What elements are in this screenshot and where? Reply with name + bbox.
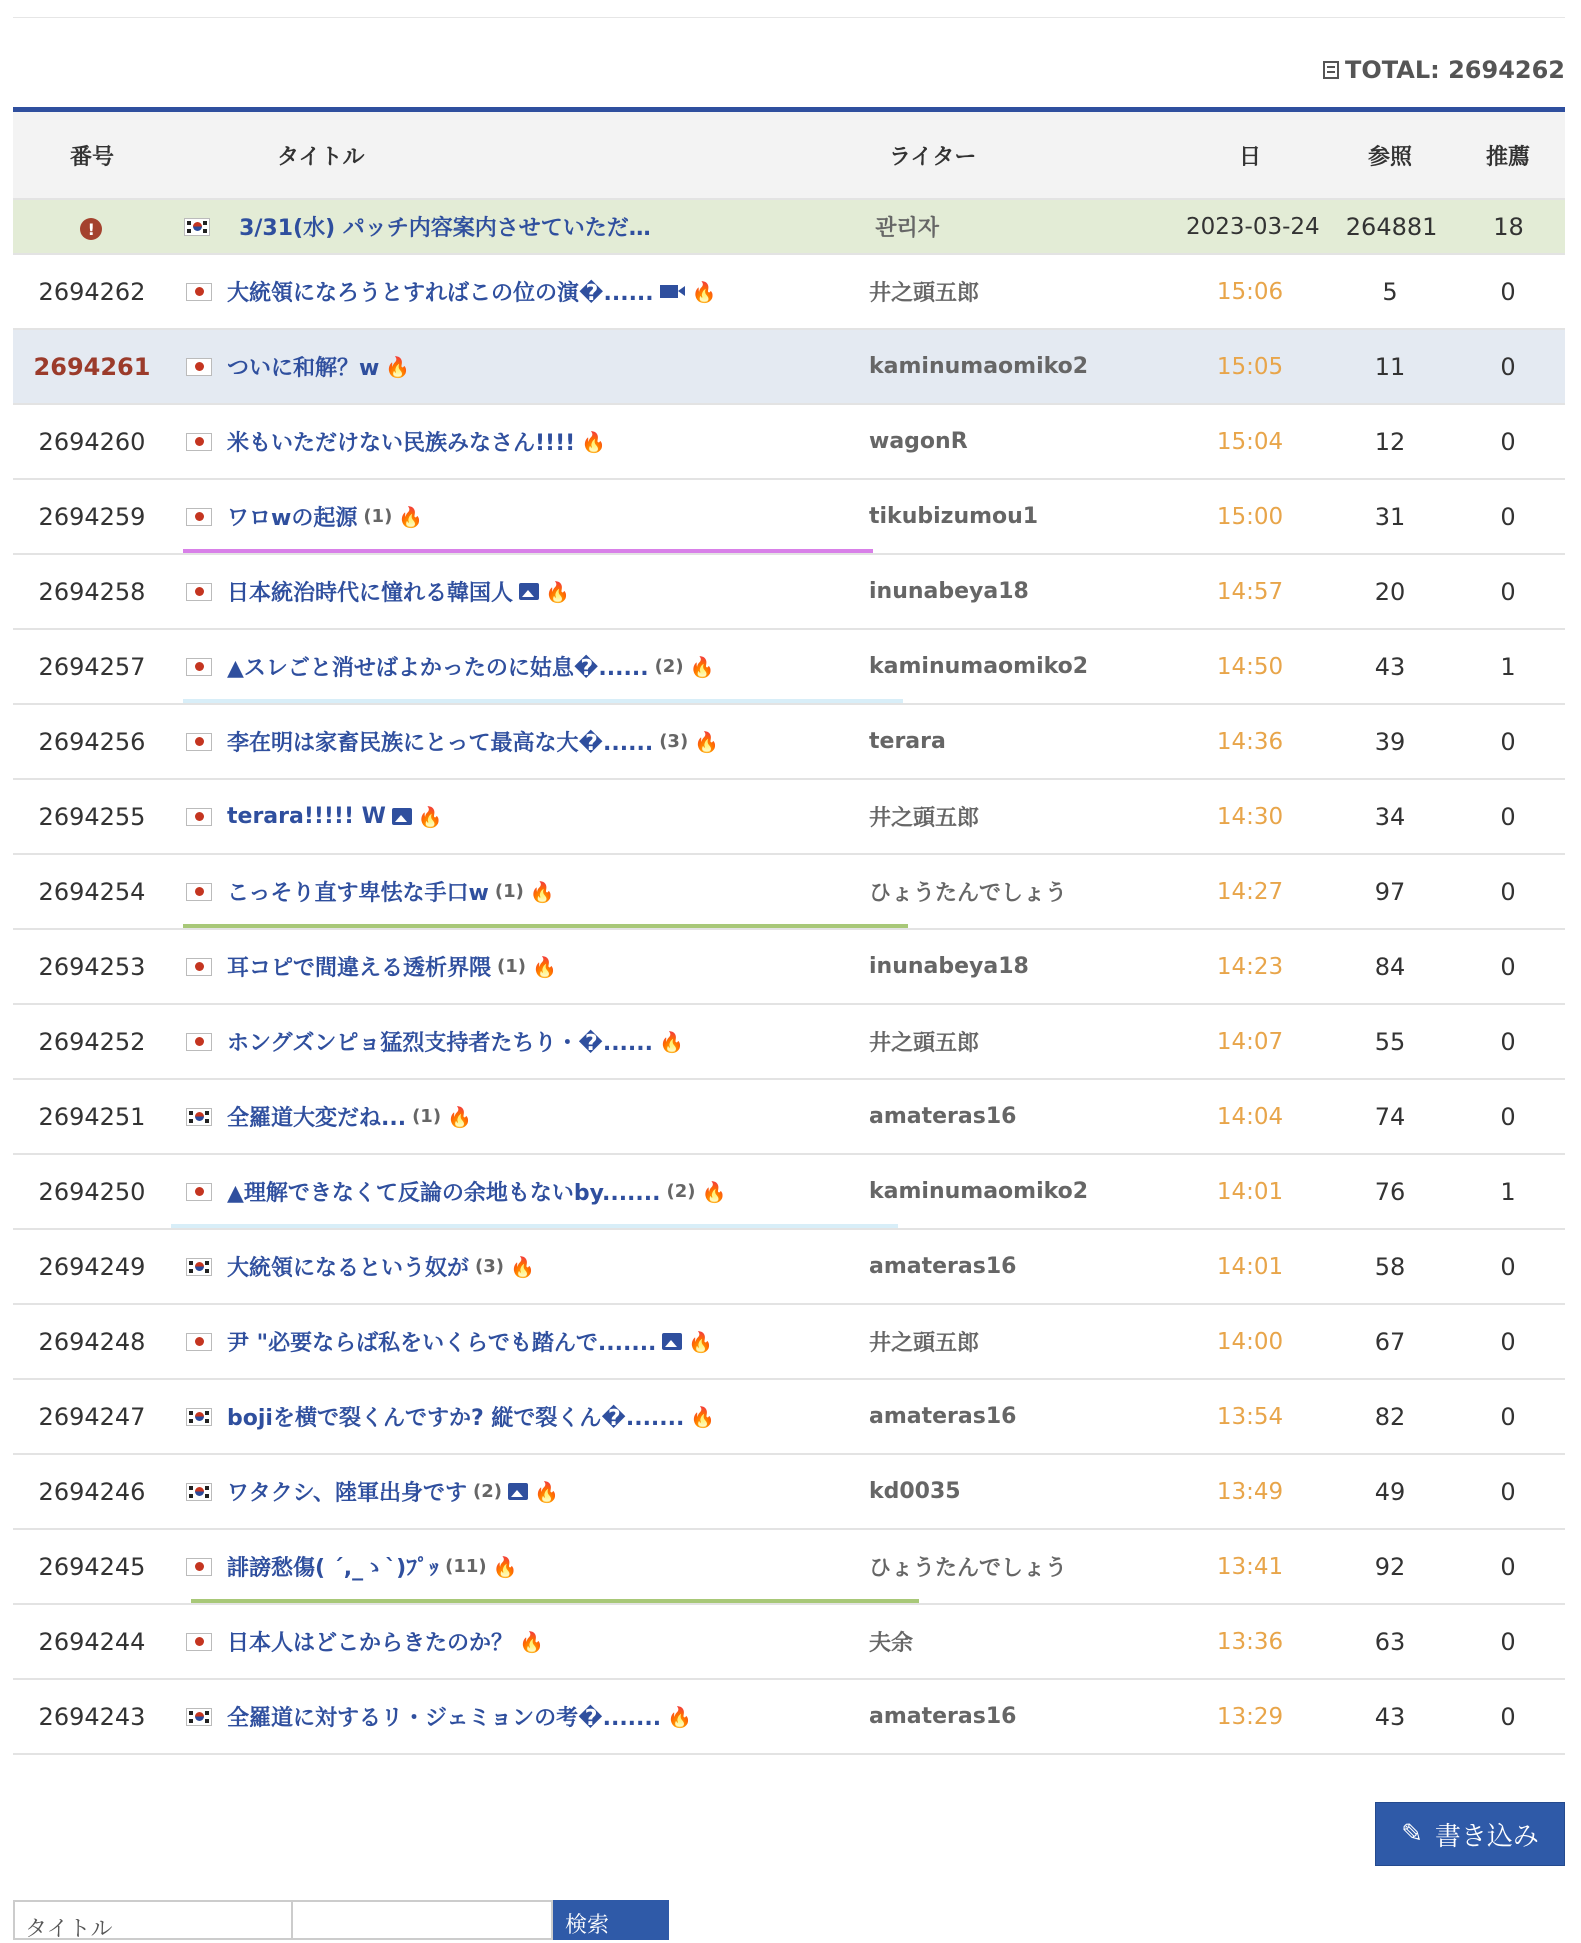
fire-icon: 🔥 [694,729,720,754]
image-icon [519,583,539,600]
japan-flag-icon [186,508,212,526]
post-title-link[interactable]: ▲スレごと消せばよかったのに姑息�...... [227,656,649,681]
recommend-count: 0 [1500,1327,1516,1356]
view-count: 5 [1382,277,1398,306]
post-title-link[interactable]: 日本人はどこからきたのか？ [227,1631,514,1656]
japan-flag-icon [186,1633,212,1651]
post-time: 14:27 [1216,878,1284,905]
post-title-link[interactable]: 大統領になるという奴が [227,1256,470,1281]
writer-name[interactable]: 井之頭五郎 [869,1031,980,1056]
view-count: 67 [1374,1327,1406,1356]
recommend-count: 0 [1500,1252,1516,1281]
comment-count: (3) [475,1256,504,1277]
title-cell [227,351,869,382]
fire-icon: 🔥 [519,1629,544,1654]
post-number: 2694253 [38,952,146,981]
post-time: 13:29 [1216,1703,1284,1730]
flag-cell [171,1258,227,1276]
title-cell [227,1701,869,1732]
japan-flag-icon [186,433,212,451]
post-time: 15:04 [1216,428,1284,455]
view-count: 43 [1374,652,1406,681]
view-count: 55 [1374,1027,1406,1056]
table-row[interactable] [13,1680,1565,1755]
post-number: 2694258 [38,577,146,606]
table-row[interactable] [13,1380,1565,1455]
writer-name[interactable]: 井之頭五郎 [869,281,980,306]
post-title-link[interactable]: ホングズンピョ猛烈支持者たちり・�...... [227,1031,653,1056]
title-cell [227,951,869,982]
view-count: 82 [1374,1402,1406,1431]
table-header [13,112,1565,200]
recommend-count: 1 [1500,652,1516,681]
comment-count: (2) [473,1481,503,1502]
post-time: 15:00 [1216,503,1284,530]
japan-flag-icon [186,883,212,901]
flag-cell [171,1558,227,1576]
post-title-link[interactable]: 尹 "必要ならば私をいくらでも踏んで....... [227,1331,657,1356]
post-time: 14:23 [1216,953,1284,980]
writer-name[interactable]: kaminumaomiko2 [869,654,1089,679]
notice-recommend: 18 [1493,212,1524,241]
view-count: 31 [1374,502,1406,531]
writer-name[interactable]: inunabeya18 [869,954,1029,979]
fire-icon: 🔥 [688,1329,714,1354]
table-row[interactable] [13,780,1565,855]
post-title-link[interactable]: ワタクシ、陸軍出身です [227,1481,468,1506]
recommend-count: 0 [1500,1552,1516,1581]
view-count: 97 [1374,877,1406,906]
total-count [1323,56,1565,84]
recommend-count: 0 [1500,952,1516,981]
post-time: 14:01 [1216,1178,1284,1205]
view-count: 11 [1374,352,1406,381]
japan-flag-icon [186,1333,212,1351]
title-cell [227,1251,869,1282]
recommend-count: 0 [1500,1702,1516,1731]
post-title-link[interactable]: ▲理解できなくて反論の余地もないby....... [227,1181,661,1206]
title-cell [227,1326,869,1357]
fire-icon: 🔥 [658,1029,684,1054]
flag-cell [171,1408,227,1426]
writer-name[interactable]: 夫余 [869,1631,914,1656]
table-row[interactable] [13,630,1565,705]
korea-flag-icon [186,1258,212,1276]
japan-flag-icon [186,808,212,826]
table-row[interactable] [13,1455,1565,1530]
search-input[interactable] [293,1900,553,1940]
korea-flag-icon [186,1708,212,1726]
notice-writer[interactable]: 관리자 [875,216,940,241]
view-count: 63 [1374,1627,1406,1656]
fire-icon: 🔥 [667,1704,693,1729]
fire-icon: 🔥 [691,279,717,304]
post-number: 2694249 [38,1252,146,1281]
post-title-link[interactable]: terara!!!!! W [227,804,386,829]
post-number: 2694260 [38,427,146,456]
post-time: 15:05 [1216,353,1284,380]
post-number: 2694245 [38,1552,146,1581]
post-list [13,107,1565,1755]
table-row[interactable] [13,1230,1565,1305]
writer-name[interactable]: ひょうたんでしょう [869,881,1068,906]
post-time: 14:57 [1216,578,1284,605]
writer-name[interactable]: inunabeya18 [869,579,1029,604]
post-time: 15:06 [1216,278,1284,305]
title-cell [227,501,869,532]
view-count: 12 [1374,427,1406,456]
flag-cell [171,1633,227,1651]
post-time: 13:41 [1216,1553,1284,1580]
view-count: 34 [1374,802,1406,831]
korea-flag-icon [186,1483,212,1501]
flag-cell [171,1333,227,1351]
search-button[interactable]: 検索 [553,1900,669,1940]
writer-name[interactable]: amateras16 [869,1404,1017,1429]
notice-views: 264881 [1345,212,1438,241]
header-title: タイトル [277,144,365,170]
highlight-underline [183,549,873,553]
flag-cell [171,1033,227,1051]
list-icon [1323,61,1339,79]
korea-flag-icon [184,218,210,236]
title-cell [227,426,869,457]
flag-cell [171,1708,227,1726]
fire-icon: 🔥 [701,1179,727,1204]
comment-count: (1) [412,1106,442,1127]
post-title-link[interactable]: 米もいただけない民族みなさん!!!! [227,431,576,456]
japan-flag-icon [186,733,212,751]
flag-cell [171,1183,227,1201]
flag-cell [171,658,227,676]
post-title-link[interactable]: 全羅道に対するリ・ジェミョンの考�....... [227,1706,662,1731]
fire-icon: 🔥 [529,879,555,904]
highlight-underline [183,699,903,703]
writer-name[interactable]: 井之頭五郎 [869,806,980,831]
recommend-count: 0 [1500,1102,1516,1131]
title-cell [227,1551,869,1582]
post-time: 13:54 [1216,1403,1284,1430]
post-time: 14:50 [1216,653,1284,680]
korea-flag-icon [186,1108,212,1126]
header-writer: ライター [889,144,977,170]
pencil-icon: ✎ [1401,1819,1423,1849]
flag-cell [171,508,227,526]
recommend-count: 1 [1500,1177,1516,1206]
fire-icon: 🔥 [385,354,411,379]
top-divider [13,17,1565,18]
post-number: 2694254 [38,877,146,906]
post-number: 2694248 [38,1327,146,1356]
korea-flag-icon [186,1408,212,1426]
fire-icon: 🔥 [417,804,443,829]
table-row[interactable] [13,330,1565,405]
table-row[interactable] [13,1605,1565,1680]
view-count: 20 [1374,577,1406,606]
post-time: 14:30 [1216,803,1284,830]
post-number: 2694255 [38,802,146,831]
writer-name[interactable]: kaminumaomiko2 [869,1179,1089,1204]
title-cell [227,1101,869,1132]
fire-icon: 🔥 [534,1479,559,1504]
fire-icon: 🔥 [581,429,607,454]
post-rows [13,255,1565,1755]
post-number: 2694243 [38,1702,146,1731]
title-cell [227,1026,869,1057]
comment-count: (1) [363,506,393,527]
japan-flag-icon [186,283,212,301]
post-title-link[interactable]: 大統領になろうとすればこの位の演�...... [227,281,654,306]
write-button[interactable] [1375,1802,1565,1866]
post-number: 2694250 [38,1177,146,1206]
total-label: TOTAL: 2694262 [1345,56,1565,84]
flag-cell [171,883,227,901]
view-count: 58 [1374,1252,1406,1281]
header-no: 番号 [69,144,114,170]
writer-name[interactable]: ひょうたんでしょう [869,1556,1068,1581]
recommend-count: 0 [1500,1477,1516,1506]
recommend-count: 0 [1500,502,1516,531]
writer-name[interactable]: 井之頭五郎 [869,1331,980,1356]
japan-flag-icon [186,358,212,376]
title-cell [227,1401,869,1432]
japan-flag-icon [186,658,212,676]
recommend-count: 0 [1500,352,1516,381]
fire-icon: 🔥 [545,579,570,604]
flag-cell [171,583,227,601]
post-number: 2694252 [38,1027,146,1056]
image-icon [508,1483,528,1500]
flag-cell [171,1483,227,1501]
notice-row[interactable] [13,200,1565,255]
writer-name[interactable]: kd0035 [869,1479,961,1504]
post-title-link[interactable]: 李在明は家畜民族にとって最高な大�...... [227,731,654,756]
header-views: 参照 [1367,144,1412,170]
writer-name[interactable]: terara [869,729,946,754]
notice-date: 2023-03-24 [1186,213,1320,240]
post-number: 2694257 [38,652,146,681]
view-count: 92 [1374,1552,1406,1581]
recommend-count: 0 [1500,1027,1516,1056]
post-title-link[interactable]: ワロwの起源 [227,506,358,531]
flag-cell [171,808,227,826]
fire-icon: 🔥 [492,1554,518,1579]
view-count: 84 [1374,952,1406,981]
recommend-count: 0 [1500,577,1516,606]
flag-cell [171,958,227,976]
post-title-link[interactable]: 日本統治時代に憧れる韓国人 [227,581,514,606]
table-row[interactable] [13,405,1565,480]
recommend-count: 0 [1500,1402,1516,1431]
table-row[interactable] [13,855,1565,930]
search-bar [13,1900,669,1940]
japan-flag-icon [186,1558,212,1576]
post-title-link[interactable]: 誹謗愁傷( ´,_ゝ`)ﾌﾟｯ [227,1556,440,1581]
flag-cell [171,733,227,751]
alert-icon: ! [80,218,102,240]
post-number: 2694261 [33,352,151,381]
video-icon [660,285,678,298]
comment-count: (2) [666,1181,696,1202]
japan-flag-icon [186,958,212,976]
search-type-select[interactable]: タイトル [13,1900,293,1940]
write-button-label: 書き込み [1434,1821,1539,1852]
post-number: 2694251 [38,1102,146,1131]
table-row[interactable] [13,930,1565,1005]
title-cell [227,804,869,829]
comment-count: (2) [654,656,684,677]
comment-count: (11) [445,1556,487,1577]
post-time: 14:36 [1216,728,1284,755]
fire-icon: 🔥 [447,1104,472,1129]
post-number: 2694256 [38,727,146,756]
fire-icon: 🔥 [532,954,557,979]
japan-flag-icon [186,1183,212,1201]
post-title-link[interactable]: こっそり直す卑怯な手口w [227,881,489,906]
post-title-link[interactable]: bojiを横で裂くんですか? 縦で裂くん�....... [227,1406,685,1431]
fire-icon: 🔥 [689,654,715,679]
highlight-underline [171,1224,898,1228]
table-row[interactable] [13,255,1565,330]
comment-count: (1) [497,956,526,977]
flag-cell [171,358,227,376]
writer-name[interactable]: wagonR [869,429,968,454]
title-cell [227,651,869,682]
flag-cell [171,1108,227,1126]
writer-name[interactable]: amateras16 [869,1104,1017,1129]
highlight-underline [191,1599,919,1603]
post-time: 14:01 [1216,1253,1284,1280]
post-number: 2694246 [38,1477,146,1506]
table-row[interactable] [13,480,1565,555]
view-count: 49 [1374,1477,1406,1506]
comment-count: (3) [659,731,689,752]
recommend-count: 0 [1500,427,1516,456]
table-row[interactable] [13,555,1565,630]
post-time: 13:49 [1216,1478,1284,1505]
post-title-link[interactable]: ついに和解？w [227,356,380,381]
title-cell [227,576,869,607]
fire-icon: 🔥 [690,1404,716,1429]
table-row[interactable] [13,1305,1565,1380]
view-count: 74 [1374,1102,1406,1131]
title-cell [227,276,869,307]
post-number: 2694244 [38,1627,146,1656]
table-row[interactable] [13,1530,1565,1605]
post-time: 14:07 [1216,1028,1284,1055]
fire-icon: 🔥 [510,1254,535,1279]
table-row[interactable] [13,705,1565,780]
fire-icon: 🔥 [398,504,424,529]
flag-cell [171,283,227,301]
highlight-underline [183,924,908,928]
title-cell [227,1176,869,1207]
recommend-count: 0 [1500,277,1516,306]
notice-title-link[interactable]: 3/31(水) パッチ内容案内させていただ… [239,216,651,241]
recommend-count: 0 [1500,877,1516,906]
writer-name[interactable]: amateras16 [869,1704,1017,1729]
title-cell [227,726,869,757]
writer-name[interactable]: kaminumaomiko2 [869,354,1089,379]
table-row[interactable] [13,1155,1565,1230]
table-row[interactable] [13,1080,1565,1155]
post-time: 14:04 [1216,1103,1284,1130]
post-time: 14:00 [1216,1328,1284,1355]
header-recommend: 推薦 [1485,144,1530,170]
post-number: 2694247 [38,1402,146,1431]
recommend-count: 0 [1500,1627,1516,1656]
view-count: 76 [1374,1177,1406,1206]
header-date: 日 [1238,144,1261,170]
image-icon [392,808,412,825]
flag-cell [171,433,227,451]
title-cell [227,1626,869,1657]
post-number: 2694259 [38,502,146,531]
post-time: 13:36 [1216,1628,1284,1655]
recommend-count: 0 [1500,727,1516,756]
table-row[interactable] [13,1005,1565,1080]
post-title-link[interactable]: 耳コピで間違える透析界隈 [227,956,492,981]
post-title-link[interactable]: 全羅道大変だね... [227,1106,407,1131]
image-icon [662,1333,682,1350]
comment-count: (1) [494,881,524,902]
title-cell [227,1476,869,1507]
title-cell [227,876,869,907]
japan-flag-icon [186,583,212,601]
writer-name[interactable]: tikubizumou1 [869,504,1039,529]
view-count: 39 [1374,727,1406,756]
view-count: 43 [1374,1702,1406,1731]
japan-flag-icon [186,1033,212,1051]
post-number: 2694262 [38,277,146,306]
recommend-count: 0 [1500,802,1516,831]
writer-name[interactable]: amateras16 [869,1254,1017,1279]
